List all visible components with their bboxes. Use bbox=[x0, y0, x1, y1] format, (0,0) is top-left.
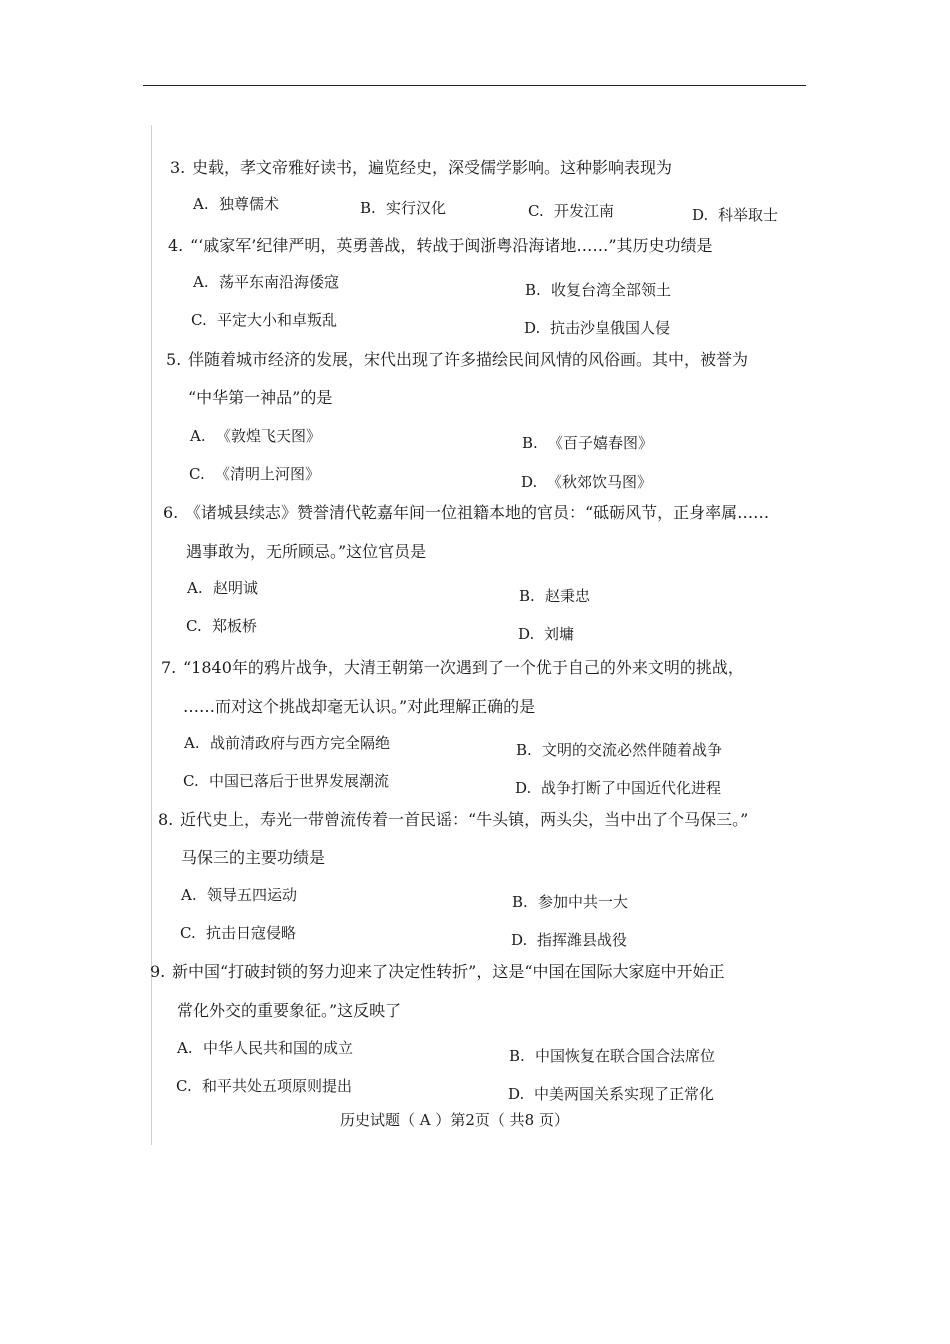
option-letter: C. bbox=[528, 202, 544, 220]
option-d bbox=[524, 318, 670, 338]
question-number: 7. bbox=[161, 658, 177, 677]
option-letter: B. bbox=[519, 587, 535, 605]
option-letter: C. bbox=[176, 1077, 192, 1095]
option-b bbox=[360, 198, 446, 218]
option-letter: D. bbox=[511, 931, 528, 949]
page-footer: 历史试题（ A ）第2页（ 共8 页） bbox=[340, 1111, 569, 1129]
option-text: 独尊儒术 bbox=[219, 195, 280, 213]
question-5 bbox=[166, 350, 748, 370]
option-text: 实行汉化 bbox=[386, 199, 447, 217]
option-letter: C. bbox=[180, 924, 196, 942]
option-d bbox=[518, 624, 574, 644]
question-stem-continued: ……而对这个挑战却毫无认识。”对此理解正确的是 bbox=[183, 697, 536, 716]
question-stem: 近代史上，寿光一带曾流传着一首民谣：“牛头镇，两头尖，当中出了个马保三。” bbox=[180, 810, 749, 829]
question-stem: “1840年的鸦片战争，大清王朝第一次遇到了一个优于自己的外来文明的挑战， bbox=[183, 658, 744, 677]
option-letter: A. bbox=[187, 579, 203, 597]
question-4 bbox=[168, 236, 713, 256]
question-stem: 史载，孝文帝雅好读书，遍览经史，深受儒学影响。这种影响表现为 bbox=[192, 158, 673, 177]
option-b bbox=[512, 892, 628, 912]
option-c bbox=[180, 923, 296, 943]
option-b bbox=[525, 280, 671, 300]
option-text: 领导五四运动 bbox=[207, 886, 298, 904]
question-number: 3. bbox=[170, 158, 186, 177]
option-text: 《百子嬉春图》 bbox=[548, 434, 654, 452]
option-letter: D. bbox=[515, 779, 532, 797]
option-letter: D. bbox=[524, 319, 541, 337]
option-a bbox=[181, 885, 297, 905]
option-letter: D. bbox=[508, 1085, 525, 1103]
option-text: 赵明诚 bbox=[213, 579, 259, 597]
option-a bbox=[193, 194, 279, 214]
option-text: 中国恢复在联合国合法席位 bbox=[535, 1047, 716, 1065]
option-a bbox=[177, 1038, 353, 1058]
option-letter: C. bbox=[189, 465, 205, 483]
option-b bbox=[522, 433, 653, 453]
option-letter: B. bbox=[360, 199, 376, 217]
option-letter: C. bbox=[183, 772, 199, 790]
option-d bbox=[511, 930, 627, 950]
question-stem-continued: 遇事敢为，无所顾忌。”这位官员是 bbox=[186, 542, 427, 561]
option-text: 中国已落后于世界发展潮流 bbox=[209, 772, 390, 790]
option-letter: A. bbox=[181, 886, 197, 904]
question-number: 5. bbox=[166, 350, 182, 369]
option-text: 赵秉忠 bbox=[545, 587, 591, 605]
option-text: 刘墉 bbox=[544, 625, 575, 643]
question-3 bbox=[170, 158, 672, 178]
option-text: 中美两国关系实现了正常化 bbox=[534, 1085, 715, 1103]
option-c bbox=[191, 310, 337, 330]
option-text: 中华人民共和国的成立 bbox=[203, 1039, 354, 1057]
option-c bbox=[189, 464, 320, 484]
option-b bbox=[509, 1046, 715, 1066]
option-text: 科举取士 bbox=[718, 206, 779, 224]
option-letter: B. bbox=[512, 893, 528, 911]
option-d bbox=[508, 1084, 714, 1104]
option-b bbox=[519, 586, 590, 606]
option-a bbox=[193, 272, 339, 292]
question-stem-continued: 常化外交的重要象征。”这反映了 bbox=[177, 1001, 402, 1020]
option-letter: B. bbox=[522, 434, 538, 452]
scan-margin-line bbox=[151, 125, 152, 1145]
option-text: 《清明上河图》 bbox=[215, 465, 321, 483]
option-letter: A. bbox=[193, 273, 209, 291]
option-a bbox=[187, 578, 258, 598]
question-stem: “‘戚家军’纪律严明，英勇善战，转战于闽浙粤沿海诸地……”其历史功绩是 bbox=[190, 236, 713, 255]
option-text: 抗击沙皇俄国人侵 bbox=[550, 319, 671, 337]
option-a bbox=[190, 426, 321, 446]
question-7 bbox=[161, 658, 744, 678]
question-8 bbox=[158, 810, 748, 830]
option-c bbox=[183, 771, 389, 791]
question-stem-continued: 马保三的主要功绩是 bbox=[181, 848, 326, 867]
option-d bbox=[692, 205, 778, 225]
question-6 bbox=[163, 503, 769, 523]
option-text: 《秋郊饮马图》 bbox=[547, 473, 653, 491]
option-letter: D. bbox=[692, 206, 709, 224]
option-text: 荡平东南沿海倭寇 bbox=[219, 273, 340, 291]
top-rule bbox=[143, 85, 806, 86]
option-text: 文明的交流必然伴随着战争 bbox=[542, 741, 723, 759]
option-text: 郑板桥 bbox=[212, 617, 258, 635]
option-a bbox=[184, 733, 390, 753]
question-9 bbox=[150, 962, 725, 982]
option-letter: A. bbox=[177, 1039, 193, 1057]
question-number: 9. bbox=[150, 962, 166, 981]
option-text: 参加中共一大 bbox=[538, 893, 629, 911]
question-stem: 伴随着城市经济的发展，宋代出现了许多描绘民间风情的风俗画。其中，被誉为 bbox=[188, 350, 749, 369]
option-letter: D. bbox=[521, 473, 538, 491]
question-stem: 新中国“打破封锁的努力迎来了决定性转折”，这是“中国在国际大家庭中开始正 bbox=[172, 962, 725, 981]
option-text: 《敦煌飞天图》 bbox=[216, 427, 322, 445]
option-b bbox=[516, 740, 722, 760]
option-letter: B. bbox=[525, 281, 541, 299]
option-letter: A. bbox=[193, 195, 209, 213]
option-d bbox=[515, 778, 721, 798]
option-text: 收复台湾全部领土 bbox=[551, 281, 672, 299]
option-c bbox=[176, 1076, 352, 1096]
option-d bbox=[521, 472, 652, 492]
option-c bbox=[186, 616, 257, 636]
option-text: 战争打断了中国近代化进程 bbox=[541, 779, 722, 797]
option-text: 平定大小和卓叛乱 bbox=[217, 311, 338, 329]
option-c bbox=[528, 201, 614, 221]
option-letter: B. bbox=[509, 1047, 525, 1065]
question-number: 8. bbox=[158, 810, 174, 829]
question-number: 4. bbox=[168, 236, 184, 255]
option-text: 和平共处五项原则提出 bbox=[202, 1077, 353, 1095]
option-text: 抗击日寇侵略 bbox=[206, 924, 297, 942]
option-letter: C. bbox=[186, 617, 202, 635]
option-text: 开发江南 bbox=[554, 202, 615, 220]
option-letter: B. bbox=[516, 741, 532, 759]
option-letter: D. bbox=[518, 625, 535, 643]
option-text: 战前清政府与西方完全隔绝 bbox=[210, 734, 391, 752]
question-number: 6. bbox=[163, 503, 179, 522]
question-stem-continued: “中华第一神品”的是 bbox=[188, 388, 333, 407]
option-text: 指挥潍县战役 bbox=[537, 931, 628, 949]
option-letter: A. bbox=[190, 427, 206, 445]
option-letter: A. bbox=[184, 734, 200, 752]
option-letter: C. bbox=[191, 311, 207, 329]
question-stem: 《诸城县续志》赞誉清代乾嘉年间一位祖籍本地的官员：“砥砺风节，正身率属…… bbox=[185, 503, 770, 522]
